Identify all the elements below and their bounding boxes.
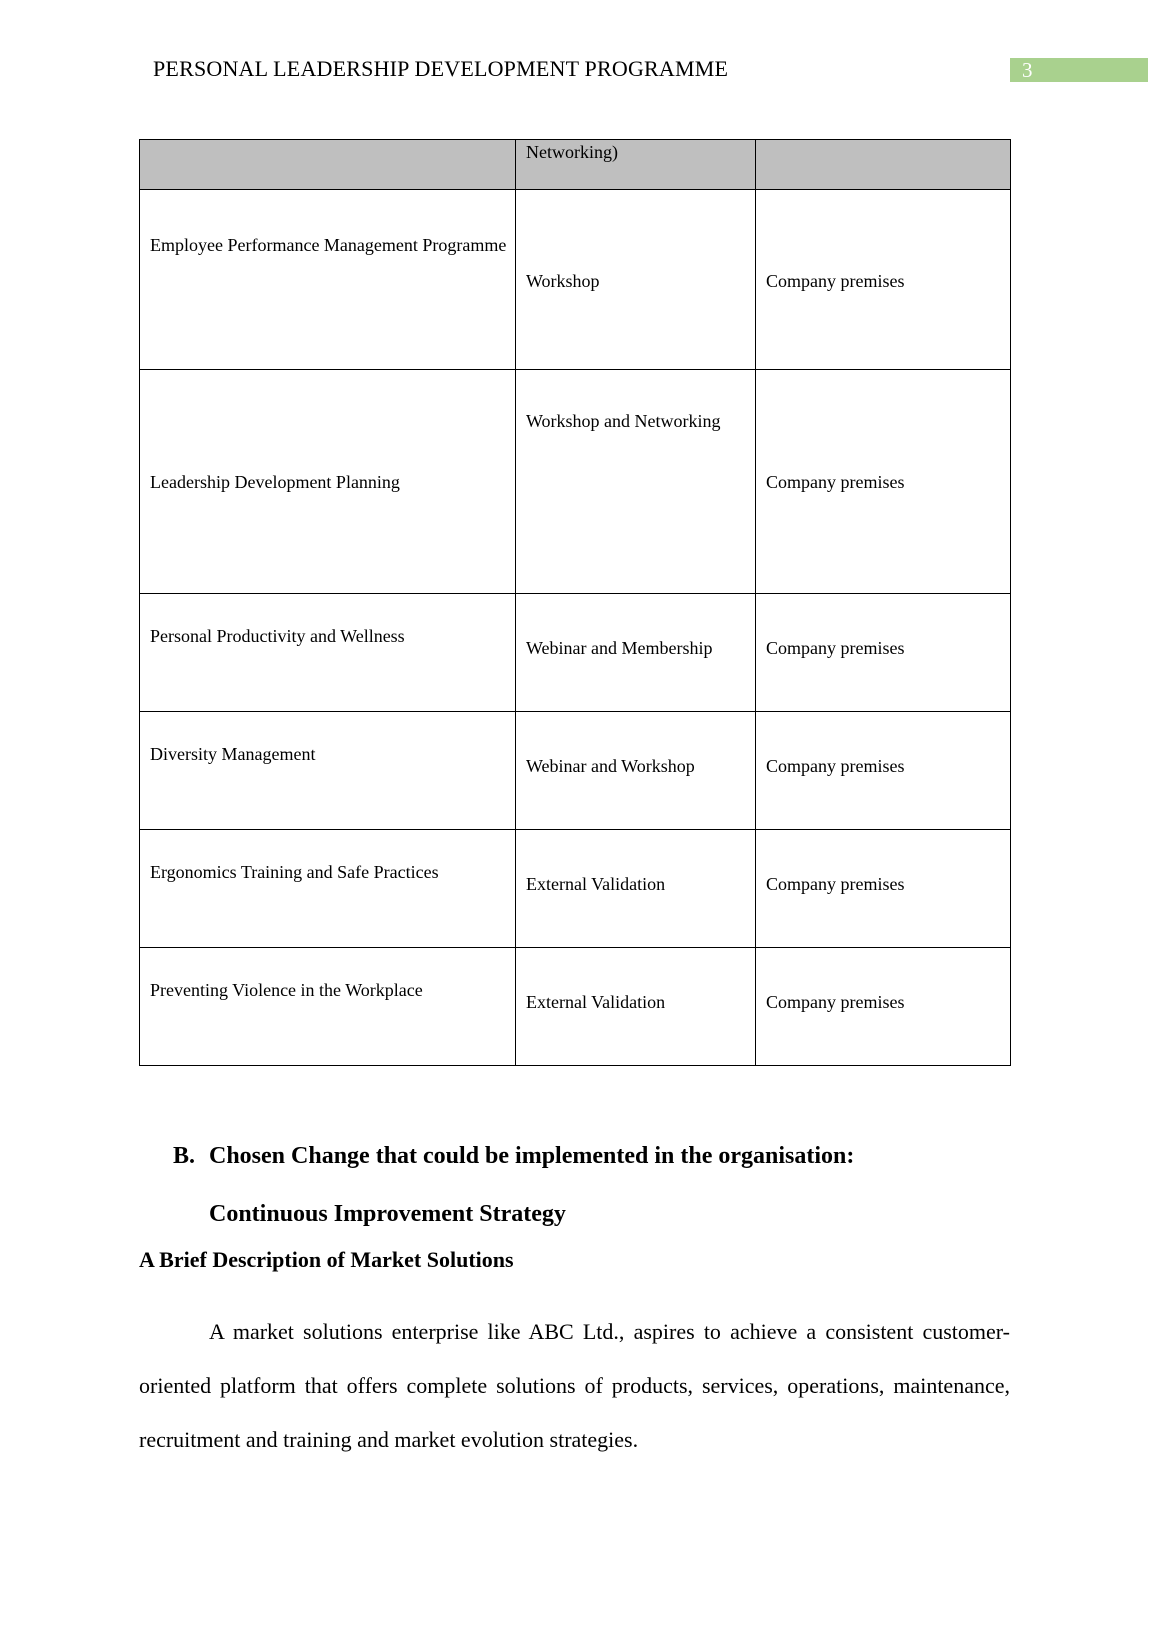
table-cell xyxy=(756,140,1011,190)
programme-table xyxy=(139,139,1011,1066)
location-cell: Company premises xyxy=(756,830,1011,948)
method-cell: Webinar and Workshop xyxy=(516,712,756,830)
location-cell: Company premises xyxy=(756,948,1011,1066)
table-row xyxy=(140,370,1011,594)
method-cell: Workshop and Networking xyxy=(516,370,756,594)
table-row xyxy=(140,190,1011,370)
section-letter: B. xyxy=(173,1143,196,1169)
method-cell: External Validation xyxy=(516,948,756,1066)
table-cell: Networking) xyxy=(516,140,756,190)
programme-cell: Diversity Management xyxy=(140,712,516,830)
table-row xyxy=(140,594,1011,712)
page-number: 3 xyxy=(1010,58,1148,82)
location-cell: Company premises xyxy=(756,712,1011,830)
table-row xyxy=(140,948,1011,1066)
table-continuation-row xyxy=(140,140,1011,190)
location-cell: Company premises xyxy=(756,370,1011,594)
programme-cell: Employee Performance Management Programme xyxy=(140,190,516,370)
method-cell: External Validation xyxy=(516,830,756,948)
programme-cell: Personal Productivity and Wellness xyxy=(140,594,516,712)
paragraph-text: A market solutions enterprise like ABC Ltd., aspires to achieve a consistent customer-oriented platform that offers complete solutions of products, services, operations, maintenance, recruitment and training and market evolution strategies. xyxy=(139,1319,1010,1452)
method-cell: Workshop xyxy=(516,190,756,370)
location-cell: Company premises xyxy=(756,190,1011,370)
programme-cell: Preventing Violence in the Workplace xyxy=(140,948,516,1066)
programme-cell: Leadership Development Planning xyxy=(140,370,516,594)
programme-cell: Ergonomics Training and Safe Practices xyxy=(140,830,516,948)
section-title-line1: Chosen Change that could be implemented in the organisation: xyxy=(209,1143,855,1169)
location-cell: Company premises xyxy=(756,594,1011,712)
body-paragraph xyxy=(139,1305,1010,1467)
method-cell: Webinar and Membership xyxy=(516,594,756,712)
table-row xyxy=(140,830,1011,948)
subheading: A Brief Description of Market Solutions xyxy=(139,1247,514,1272)
running-header-title: PERSONAL LEADERSHIP DEVELOPMENT PROGRAMME xyxy=(153,56,729,81)
table-cell xyxy=(140,140,516,190)
section-title-line2: Continuous Improvement Strategy xyxy=(209,1201,566,1227)
section-b-heading xyxy=(173,1127,854,1243)
table-row xyxy=(140,712,1011,830)
